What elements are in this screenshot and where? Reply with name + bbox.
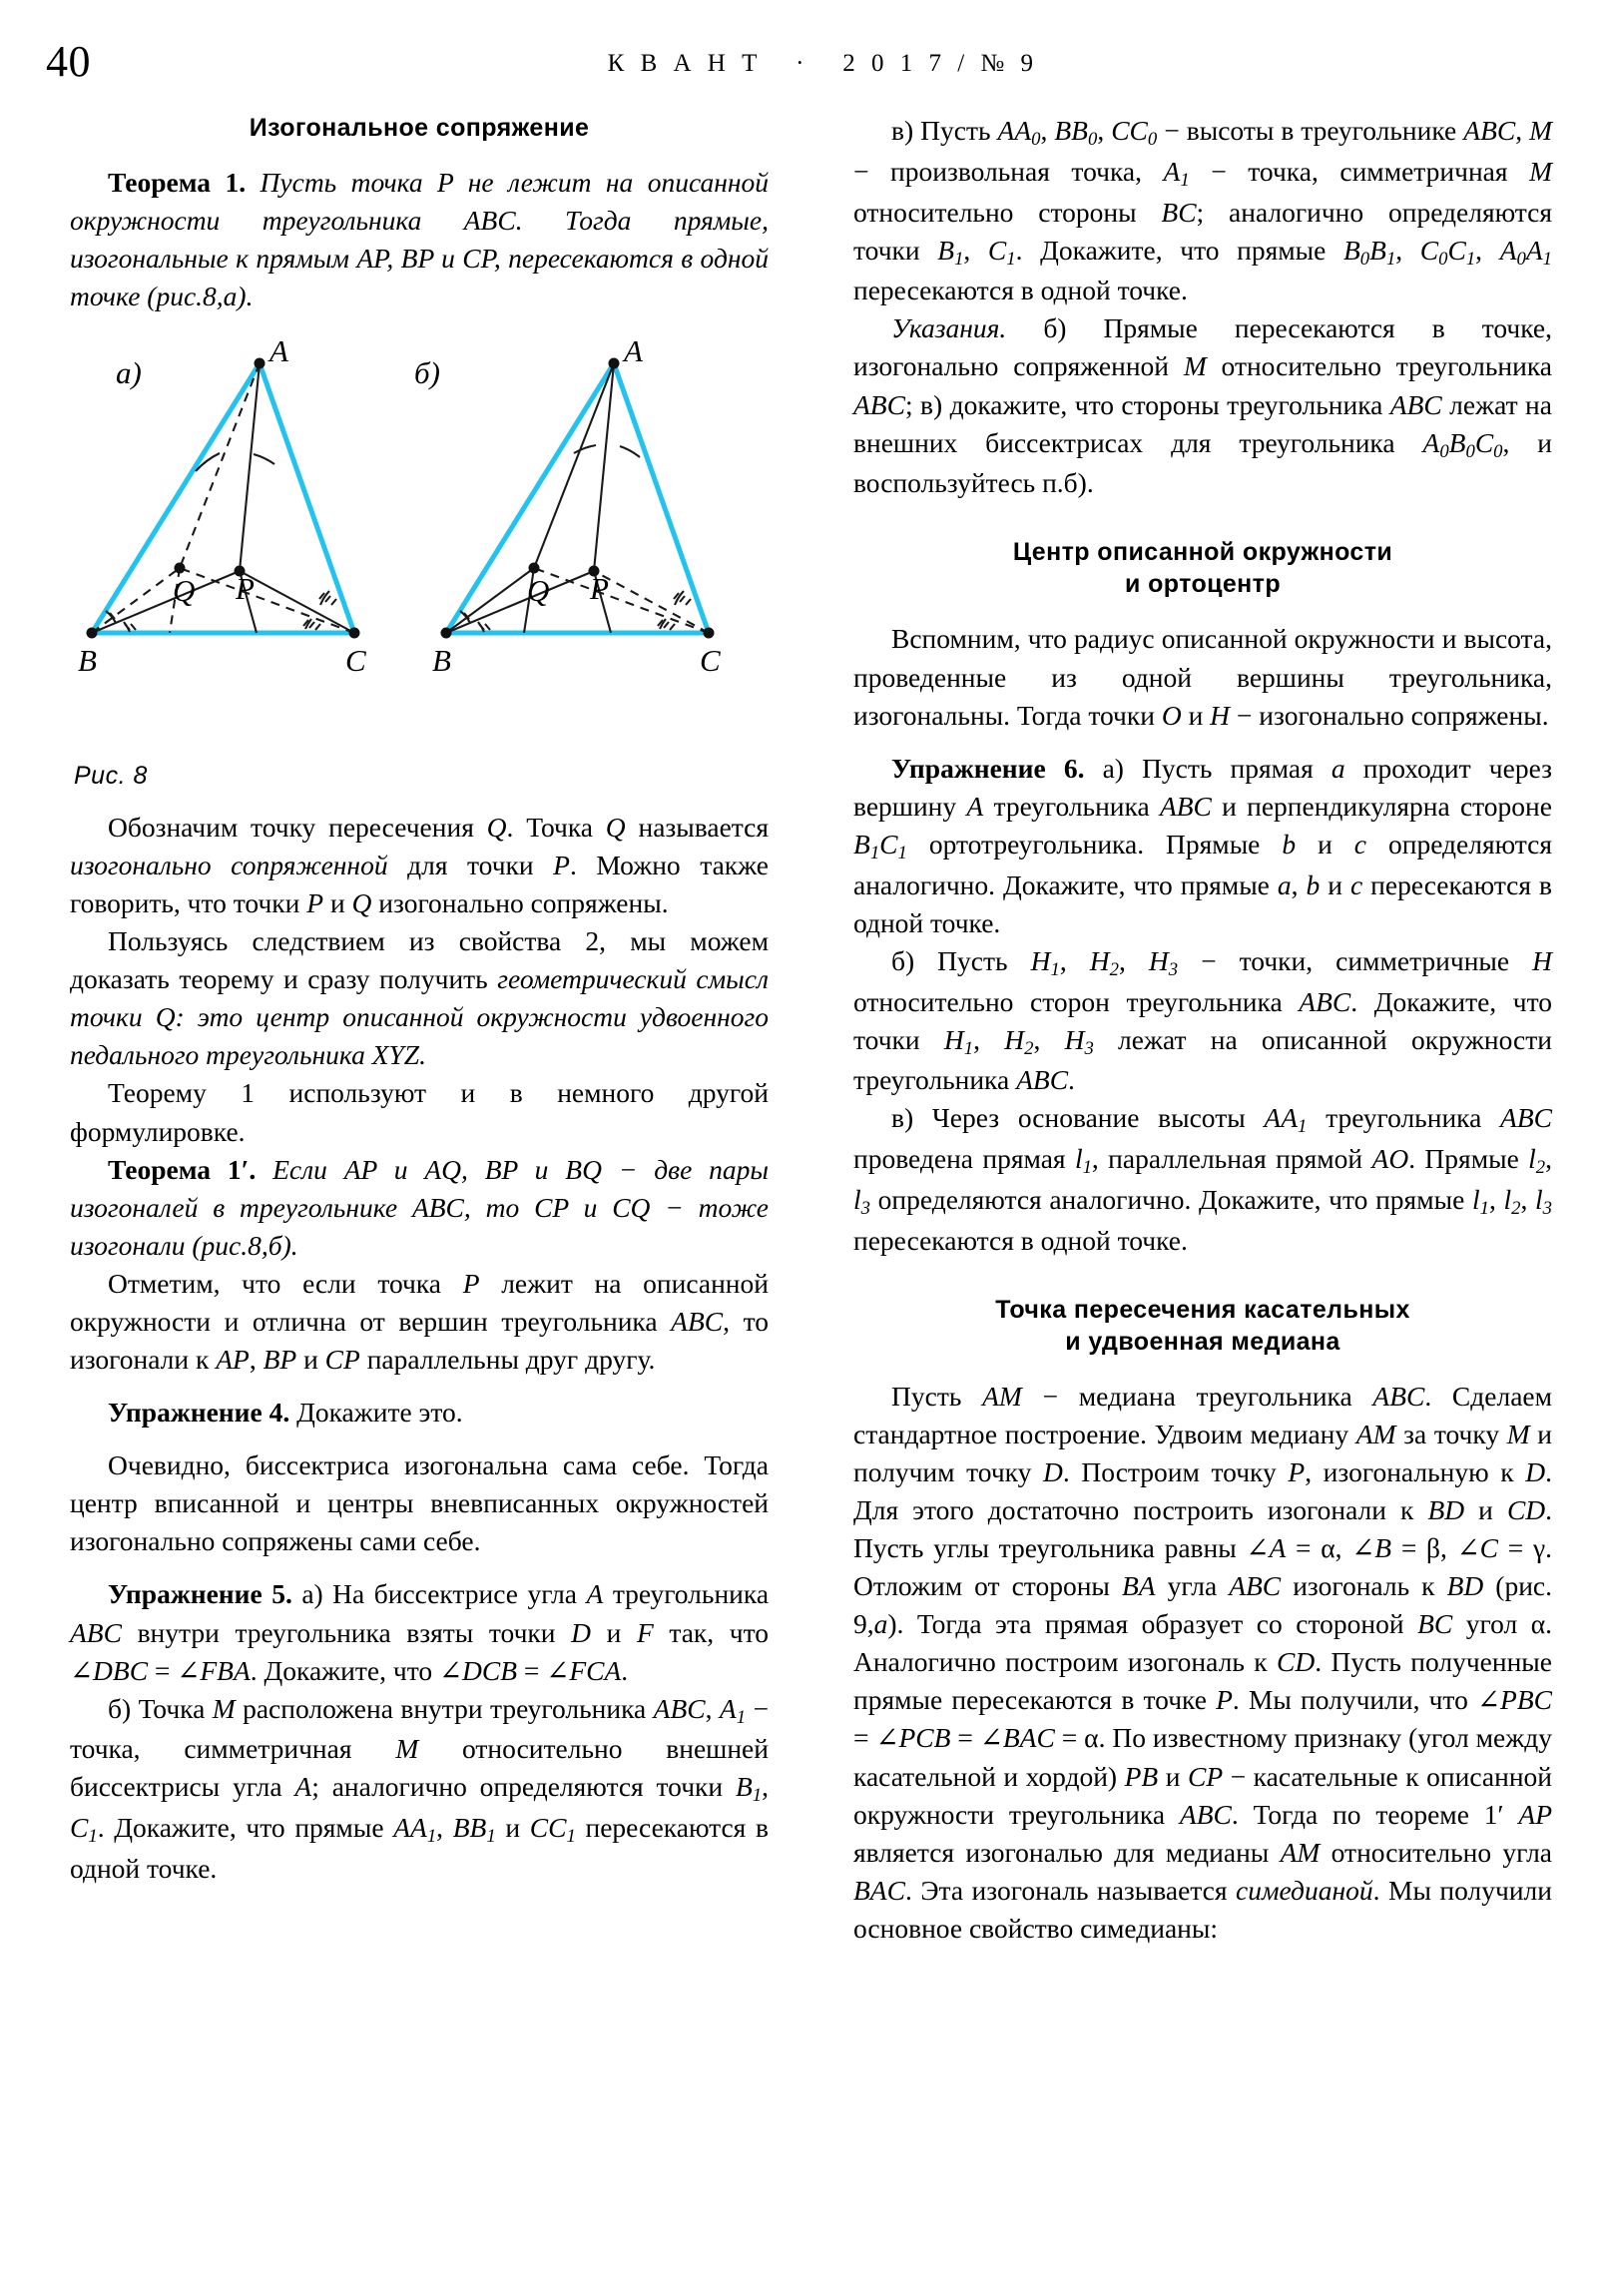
figure-panel-a [78, 333, 366, 678]
exercise-6a-paragraph [853, 750, 1552, 942]
angle-arc-ab2 [620, 446, 640, 457]
cevian-cq-a [180, 568, 354, 633]
vertex-dot-a-b [609, 358, 620, 369]
angle-tick-cb1b [680, 596, 685, 602]
angle-tick-c2c [315, 624, 320, 630]
figure-8-svg [70, 333, 769, 753]
theorem-1-statement: Пусть точка P не лежит на описанной окружности треугольника ABC. Тогда прямые, изогональные к прямым AP, BP и CP, пересекаются в одной точке (рис.8,а). [70, 167, 770, 312]
exercise-4-text: Докажите это. [296, 1397, 463, 1429]
page-number: 40 [46, 37, 91, 86]
left-column [70, 112, 769, 1888]
point-label-q: Q [173, 573, 196, 609]
point-label-q-b: Q [527, 573, 550, 609]
theorem-1-prime-paragraph [70, 1151, 769, 1265]
point-dot-q [175, 563, 186, 574]
section-heading-tangents-line2: и удвоенная медиана [1065, 1327, 1340, 1356]
vertex-label-a: A [269, 333, 288, 369]
theorem-1-label: Теорема 1. [108, 167, 247, 198]
vertex-label-c-b: C [700, 643, 721, 679]
vertex-label-a-b: A [624, 333, 643, 369]
angle-tick-c2b [309, 622, 314, 628]
figure-panel-b [414, 333, 721, 678]
section-heading-circumcenter-line2: и ортоцентр [1125, 570, 1281, 599]
vertex-label-b-b: B [432, 643, 451, 679]
vertex-dot-a [255, 358, 266, 369]
cevian-bq-b [446, 568, 534, 633]
figure-8-caption: Рис. 8 [74, 762, 148, 791]
theorem-1-prime-statement: Если AP и AQ, BP и BQ − две пары изогоналей в треугольнике ABC, то CP и CQ − тоже изогонали (рис.8,б). [70, 1153, 770, 1261]
exercise-6b-paragraph: б) Пусть $H_1$, $H_2$, $H_3$ − точки, симметричные H относительно сторон треугольника ABC. Докажите, что точки $H_1$, $H_2$, $H_3$ лежат на описанной окружности треугольника ABC. [853, 944, 1553, 1096]
theorem-1-prime-label: Теорема 1′. [108, 1153, 257, 1185]
vertex-dot-c-b [704, 628, 715, 639]
exercise-4-paragraph [70, 1394, 769, 1432]
ukazaniya-label: Указания. [891, 312, 1007, 344]
ukazaniya-paragraph [853, 309, 1552, 502]
figure-8 [70, 333, 769, 794]
exercise-6-label: Упражнение 6. [891, 752, 1085, 784]
vertex-dot-b [87, 628, 98, 639]
section-heading-circumcenter [853, 536, 1552, 600]
panel-b-label: б) [414, 355, 440, 391]
right-column [853, 112, 1552, 1948]
point-label-p: P [236, 571, 255, 607]
triangle-abc-a [92, 363, 354, 633]
exercise-5a-text: а) На биссектрисе угла A треугольника ABC внутри треугольника взяты точки D и F так, что ∠DBC = ∠FBA. Докажите, что ∠DCB = ∠FCA. [70, 1578, 770, 1686]
panel-a-label: а) [116, 355, 142, 391]
ukazaniya-text: б) Прямые пересекаются в точке, изогонально сопряженной M относительно треугольника ABC; в) докажите, что стороны треугольника ABC лежат на внешних биссектрисах для треугольника $A_0B_0C_0$, и воспользуйтесь п.б). [853, 312, 1553, 499]
section-heading-isogonal: Изогональное сопряжение [249, 114, 590, 142]
triangle-abc-b [446, 363, 709, 633]
exercise-5v-paragraph: в) Пусть $AA_0$, $BB_0$, $CC_0$ − высоты в треугольнике ABC, M − произвольная точка, $A_1$ − точка, симметричная M относительно стороны BC; аналогично определяются точки $B_1$, $C_1$. Докажите, что прямые $B_0B_1$, $C_0C_1$, $A_0A_1$ пересекаются в одной точке. [853, 115, 1553, 306]
exercise-6a-text: а) Пусть прямая a проходит через вершину A треугольника ABC и перпендикулярна стороне $B_1C_1$ ортотреугольника. Прямые b и c определяются аналогично. Докажите, что прямые a, b и c пересекаются в одной точке. [853, 752, 1553, 938]
exercise-5-label: Упражнение 5. [108, 1578, 292, 1610]
paragraph-ochevidno: Очевидно, биссектриса изогональна сама себе. Тогда центр вписанной и центры вневписанных окружностей изогонально сопряжены сами себе. [70, 1449, 769, 1557]
angle-tick-cb2b [664, 622, 669, 628]
cevian-bq-a [92, 568, 180, 633]
angle-tick-bb2b [485, 624, 490, 630]
running-head [0, 38, 1597, 94]
section-heading-circumcenter-line1: Центр описанной окружности [1012, 538, 1393, 567]
section-heading-tangents-line1: Точка пересечения касательных [995, 1295, 1410, 1324]
paragraph-teoremu-1: Теорему 1 используют и в немного другой формулировке. [70, 1077, 769, 1147]
exercise-5b-paragraph: б) Точка M расположена внутри треугольника ABC, $A_1$ − точка, симметричная M относительно внешней биссектрисы угла A; аналогично определяются точки $B_1$, $C_1$. Докажите, что прямые $AA_1$, $BB_1$ и $CC_1$ пересекаются в одной точке. [70, 1692, 769, 1884]
journal-issue-line: К В А Н Т · 2 0 1 7 / № 9 [607, 50, 1038, 77]
angle-tick-c1c [331, 599, 336, 605]
angle-arc-a2 [254, 454, 274, 464]
exercise-5a-paragraph [70, 1575, 769, 1689]
vertex-label-c: C [345, 643, 366, 679]
theorem-1-paragraph [70, 164, 769, 315]
point-label-p-b: P [590, 571, 609, 607]
cevian-cq-b [534, 568, 709, 633]
angle-tick-c1b [325, 596, 330, 602]
cevian-aq-a [180, 363, 260, 568]
vertex-dot-b-b [441, 628, 452, 639]
paragraph-vspomnim: Вспомним, что радиус описанной окружности и высота, проведенные из одной вершины треугольника, изогональны. Тогда точки O и H − изогонально сопряжены. [853, 623, 1552, 731]
exercise-4-label: Упражнение 4. [108, 1397, 290, 1429]
section-heading-tangents [853, 1294, 1552, 1358]
point-dot-q-b [529, 563, 540, 574]
angle-tick-cb2c [670, 624, 675, 630]
exercise-6v-paragraph: в) Через основание высоты $AA_1$ треугольника ABC проведена прямая $l_1$, параллельная прямой AO. Прямые $l_2$, $l_3$ определяются аналогично. Докажите, что прямые $l_1$, $l_2$, $l_3$ пересекаются в одной точке. [853, 1102, 1553, 1256]
paragraph-polzuyas: Пользуясь следствием из свойства 2, мы можем доказать теорему и сразу получить геометрический смысл точки Q: это центр описанной окружности удвоенного педального треугольника XYZ. [70, 925, 769, 1071]
vertex-label-b: B [78, 643, 97, 679]
vertex-dot-c [349, 628, 360, 639]
angle-tick-b2b [131, 624, 136, 630]
angle-arc-ab1 [574, 445, 596, 453]
paragraph-otmetim: Отметим, что если точка P лежит на описанной окружности и отлична от вершин треугольника ABC, то изогонали к AP, BP и CP параллельны друг другу. [70, 1267, 769, 1376]
cevian-aq-b [534, 363, 614, 568]
angle-tick-cb1c [686, 599, 691, 605]
paragraph-oboznachim: Обозначим точку пересечения Q. Точка Q называется изогонально сопряженной для точки P. Можно также говорить, что точки P и Q изогонально сопряжены. [70, 811, 769, 919]
paragraph-final: Пусть AM − медиана треугольника ABC. Сделаем стандартное построение. Удвоим медиану AM за точку M и получим точку D. Построим точку P, изогональную к D. Для этого достаточно построить изогонали к BD и CD. Пусть углы треугольника равны ∠A = α, ∠B = β, ∠C = γ. Отложим от стороны BA угла ABC изогональ к BD (рис. 9,а). Тогда эта прямая образует со стороной BC угол α. Аналогично построим изогональ к CD. Пусть полученные прямые пересекаются в точке P. Мы получили, что ∠PBC = ∠PCB = ∠BAC = α. По известному признаку (угол между касательной и хордой) PB и CP − касательные к описанной окружности треугольника ABC. Тогда по теореме 1′ AP является изогональю для медианы AM относительно угла BAC. Эта изогональ называется симедианой. Мы получили основное свойство симедианы: [853, 1380, 1553, 1944]
